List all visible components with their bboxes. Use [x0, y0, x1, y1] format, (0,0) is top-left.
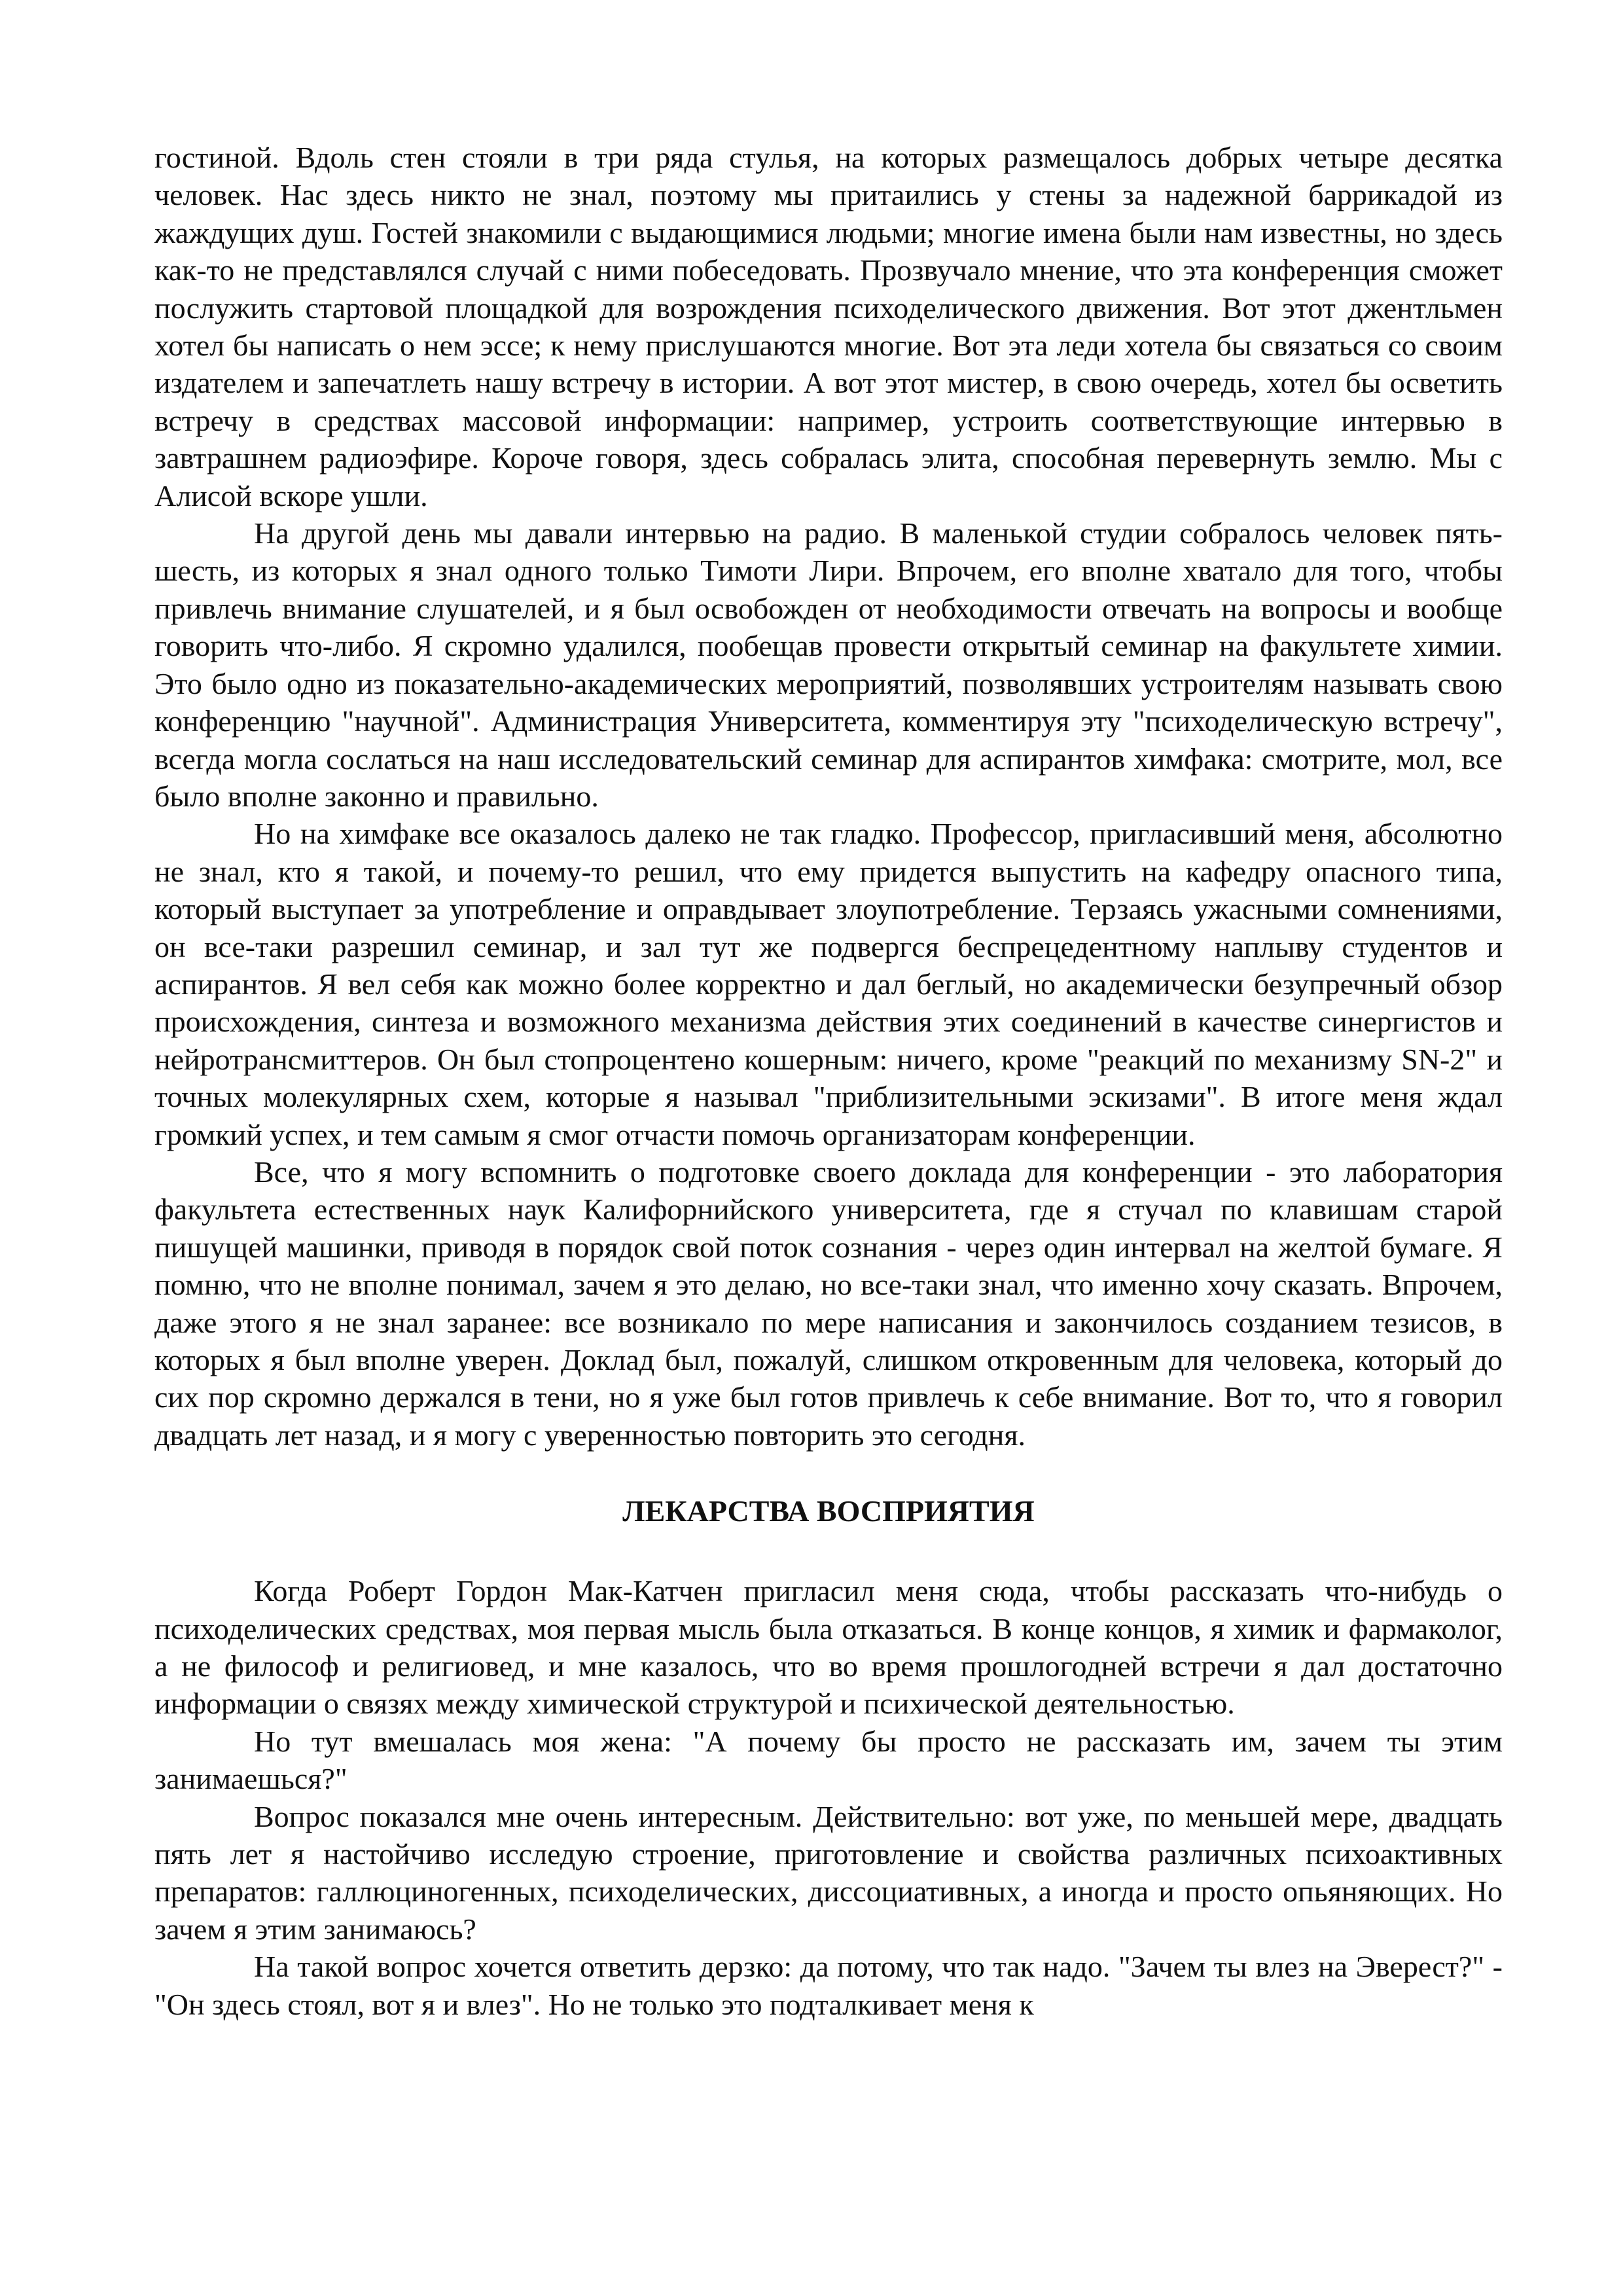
paragraph-2: На другой день мы давали интервью на радио. В маленькой студии собралось человек пять-шесть, из которых я знал одного только Тимоти Лири. Впрочем, его вполне хватало для того, чтобы привлечь внимание слушателей, и я был освобожден от необходимости отвечать на вопросы и вообще говорить что-либо. Я скромно удалился, пообещав провести открытый семинар на факультете химии. Это было одно из показательно-академических мероприятий, позволявших устроителям называть свою конференцию "научной". Администрация Университета, комментируя эту "психоделическую встречу", всегда могла сослаться на наш исследовательский семинар для аспирантов химфака: смотрите, мол, все было вполне законно и правильно. [154, 516, 1503, 813]
paragraph-3: Но на химфаке все оказалось далеко не так гладко. Профессор, пригласивший меня, абсолютно не знал, кто я такой, и почему-то решил, что ему придется выпустить на кафедру опасного типа, который выступает за употребление и оправдывает злоупотребление. Терзаясь ужасными сомнениями, он все-таки разрешил семинар, и зал тут же подвергся беспрецедентному наплыву студентов и аспирантов. Я вел себя как можно более корректно и дал беглый, но академически безупречный обзор происхождения, синтеза и возможного механизма действия этих соединений в качестве синергистов и нейротрансмиттеров. Он был стопроцентено кошерным: ничего, кроме "реакций по механизму SN-2" и точных молекулярных схем, которые я называл "приблизительными эскизами". В итоге меня ждал громкий успех, и тем самым я смог отчасти помочь организаторам конференции. [154, 817, 1503, 1151]
paragraph-5: Когда Роберт Гордон Мак-Катчен пригласил меня сюда, чтобы рассказать что-нибудь о психоделических средствах, моя первая мысль была отказаться. В конце концов, я химик и фармаколог, а не философ и религиовед, и мне казалось, что во время прошлогодней встречи я дал достаточно информации о связях между химической структурой и психической деятельностью. [154, 1574, 1503, 1721]
paragraph-8: На такой вопрос хочется ответить дерзко: да потому, что так надо. "Зачем ты влез на Эверест?" - "Он здесь стоял, вот я и влез". Но не только это подталкивает меня к [154, 1950, 1503, 2021]
paragraph-6: Но тут вмешалась моя жена: "А почему бы просто не рассказать им, зачем ты этим занимаешься?" [154, 1724, 1503, 1796]
document-page [154, 139, 1503, 2023]
paragraph-4: Все, что я могу вспомнить о подготовке своего доклада для конференции - это лаборатория факультета естественных наук Калифорнийского университета, где я стучал по клавишам старой пишущей машинки, приводя в порядок свой поток сознания - через один интервал на желтой бумаге. Я помню, что не вполне понимал, зачем я это делаю, но все-таки знал, что именно хочу сказать. Впрочем, даже этого я не знал заранее: все возникало по мере написания и закончилось созданием тезисов, в которых я был вполне уверен. Доклад был, пожалуй, слишком откровенным для человека, который до сих пор скромно держался в тени, но я уже был готов привлечь к себе внимание. Вот то, что я говорил двадцать лет назад, и я могу с уверенностью повторить это сегодня. [154, 1155, 1503, 1452]
paragraph-1: гостиной. Вдоль стен стояли в три ряда стулья, на которых размещалось добрых четыре десятка человек. Нас здесь никто не знал, поэтому мы притаились у стены за надежной баррикадой из жаждущих душ. Гостей знакомили с выдающимися людьми; многие имена были нам известны, но здесь как-то не представлялся случай с ними побеседовать. Прозвучало мнение, что эта конференция сможет послужить стартовой площадкой для возрождения психоделического движения. Вот этот джентльмен хотел бы написать о нем эссе; к нему прислушаются многие. Вот эта леди хотела бы связаться со своим издателем и запечатлеть нашу встречу в истории. А вот этот мистер, в свою очередь, хотел бы осветить встречу в средствах массовой информации: например, устроить соответствующие интервью в завтрашнем радиоэфире. Короче говоря, здесь собралась элита, способная перевернуть землю. Мы с Алисой вскоре ушли. [154, 141, 1503, 512]
section-heading: ЛЕКАРСТВА ВОСПРИЯТИЯ [622, 1494, 1035, 1528]
paragraph-7: Вопрос показался мне очень интересным. Действительно: вот уже, по меньшей мере, двадцать пять лет я настойчиво исследую строение, приготовление и свойства различных психоактивных препаратов: галлюциногенных, психоделических, диссоциативных, а иногда и просто опьяняющих. Но зачем я этим занимаюсь? [154, 1799, 1503, 1946]
